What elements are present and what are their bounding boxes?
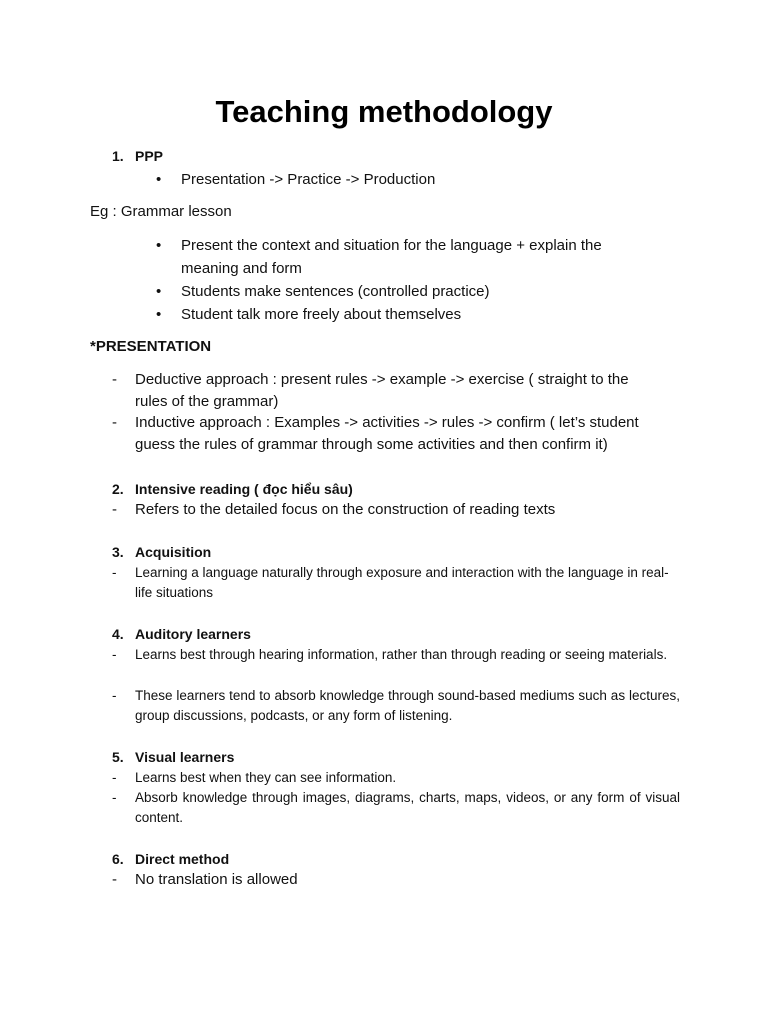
presentation-heading: *PRESENTATION — [90, 338, 212, 355]
list-item: Presentation -> Practice -> Production — [181, 171, 436, 188]
list-item: Learns best when they can see information. — [135, 770, 397, 785]
list-item: Present the context and situation for the language + explain the meaning and form — [181, 237, 602, 277]
list-item: These learners tend to absorb knowledge through sound-based mediums such as lectures, group discussions, podcasts, or any form of listening. — [135, 688, 680, 723]
bullet-icon: • — [156, 306, 162, 323]
dash-icon: - — [112, 647, 117, 662]
section-heading-visual-learners: Visual learners — [135, 749, 235, 765]
dash-icon: - — [112, 565, 117, 580]
section-heading-intensive-reading: Intensive reading ( đọc hiểu sâu) — [135, 481, 353, 497]
section-heading-acquisition: Acquisition — [135, 544, 212, 560]
bullet-icon: • — [156, 283, 162, 300]
section-number: 2. — [112, 481, 124, 497]
section-number: 6. — [112, 851, 124, 867]
section-number: 3. — [112, 544, 124, 560]
list-item: Absorb knowledge through images, diagrams, charts, maps, videos, or any form of visual content. — [135, 790, 680, 825]
list-item: Student talk more freely about themselves — [181, 306, 462, 323]
list-item: Learns best through hearing information, rather than through reading or seeing materials. — [135, 647, 668, 662]
dash-icon: - — [112, 871, 117, 888]
section-heading-auditory-learners: Auditory learners — [135, 626, 251, 642]
list-item: Students make sentences (controlled practice) — [181, 283, 490, 300]
bullet-icon: • — [156, 171, 162, 188]
dash-icon: - — [112, 790, 117, 805]
list-item: Inductive approach : Examples -> activities -> rules -> confirm ( let’s student guess the rules of grammar through some activities and then confirm it) — [135, 414, 639, 453]
dash-icon: - — [112, 688, 117, 703]
list-item: No translation is allowed — [135, 871, 298, 888]
dash-icon: - — [112, 501, 117, 518]
list-item: Refers to the detailed focus on the construction of reading texts — [135, 501, 556, 518]
section-heading-ppp: PPP — [135, 148, 164, 164]
list-item: Deductive approach : present rules -> example -> exercise ( straight to the rules of the grammar) — [135, 371, 629, 410]
dash-icon: - — [112, 770, 117, 785]
section-number: 5. — [112, 749, 124, 765]
dash-icon: - — [112, 414, 117, 431]
bullet-icon: • — [156, 237, 162, 254]
section-heading-direct-method: Direct method — [135, 851, 230, 867]
dash-icon: - — [112, 371, 117, 388]
example-label: Eg : Grammar lesson — [90, 203, 232, 220]
list-item: Learning a language naturally through exposure and interaction with the language in real-life situations — [135, 565, 669, 600]
page-title: Teaching methodology — [215, 94, 553, 129]
section-number: 1. — [112, 148, 124, 164]
section-number: 4. — [112, 626, 124, 642]
